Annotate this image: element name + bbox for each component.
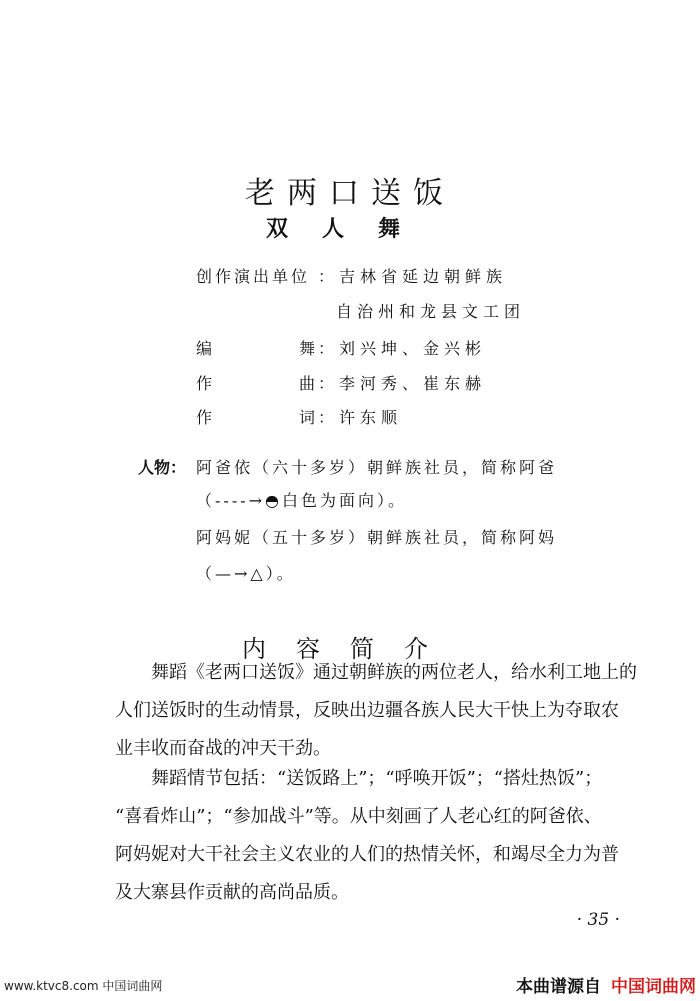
source-credit — [516, 972, 696, 997]
text-line: 及大寨县作贡献的高尚品质。 — [115, 882, 349, 903]
synopsis-paragraph-2 — [115, 760, 635, 912]
text-line: “喜看炸山”；“参加战斗”等。从中刻画了人老心红的阿爸依、 — [115, 806, 602, 827]
page-title: 老两口送饭 — [245, 176, 455, 212]
source-watermark: www.ktvc8.com 中国词曲网 — [4, 979, 163, 993]
credit-value: ：吉林省延边朝鲜族 — [318, 267, 508, 286]
text-line: 人们送饭时的生动情景，反映出边疆各族人民大干快上为夺取农 — [115, 700, 619, 721]
section-title: 内容简介 — [242, 634, 458, 663]
character-line: 阿爸依（六十多岁）朝鲜族社员，简称阿爸 — [196, 458, 558, 477]
text-line: 业丰收而奋战的冲天干劲。 — [115, 738, 331, 759]
page-number: · 35 · — [576, 910, 620, 930]
character-line: （----→◓白色为面向）。 — [196, 491, 407, 510]
text-line: 舞蹈《老两口送饭》通过朝鲜族的两位老人，给水利工地上的 — [115, 662, 637, 683]
credit-value: ：许东顺 — [318, 408, 403, 427]
document-page: 老两口送饭 双人舞 创作演出单位 ：吉林省延边朝鲜族 自治州和龙县文工团 编 舞 ：刘兴坤、金兴彬 作 曲 ：李河秀、崔东赫 作 词 ：许东顺 人物： 阿爸依（六十多岁）朝鲜族社员，简称阿爸 （----→◓白色为面向）。 阿妈妮（五十多岁）朝鲜族社员，简称阿妈 （—→△）。 内容简介 舞蹈《老两口送饭》通过朝鲜族的两位老人，给水利工地上的 人们送饭时的生动情景，反映出边疆各族人民大干快上为夺取农 业丰收而奋战的冲天干劲。 舞蹈情节包括：“送饭路上”；“呼唤开饭”；“搭灶热饭”； “喜看炸山”；“参加战斗”等。从中刻画了人老心红的阿爸依、 阿妈妮对大干社会主义农业的人们的热情关怀，和竭尽全力为普 及大寨县作贡献的高尚品质。 · 35 · www.ktvc8.com 中国词曲网 本曲谱源自 中国词曲网 — [0, 0, 700, 1001]
source-site-name: 中国词曲网 — [611, 977, 696, 997]
character-line: （—→△）。 — [196, 564, 296, 583]
text-line: 阿妈妮对大干社会主义农业的人们的热情关怀，和竭尽全力为普 — [115, 844, 619, 865]
text-line: 舞蹈情节包括：“送饭路上”；“呼唤开饭”；“搭灶热饭”； — [115, 768, 603, 789]
credit-value: 自治州和龙县文工团 — [336, 302, 526, 321]
synopsis-paragraph-1 — [115, 654, 635, 768]
page-subtitle: 双人舞 — [265, 217, 434, 242]
characters-label: 人物： — [138, 458, 187, 477]
source-credit-text: 本曲谱源自 — [516, 977, 601, 997]
character-line: 阿妈妮（五十多岁）朝鲜族社员，简称阿妈 — [196, 528, 558, 547]
credit-value: ：刘兴坤、金兴彬 — [318, 339, 487, 358]
credit-value: ：李河秀、崔东赫 — [318, 374, 487, 393]
